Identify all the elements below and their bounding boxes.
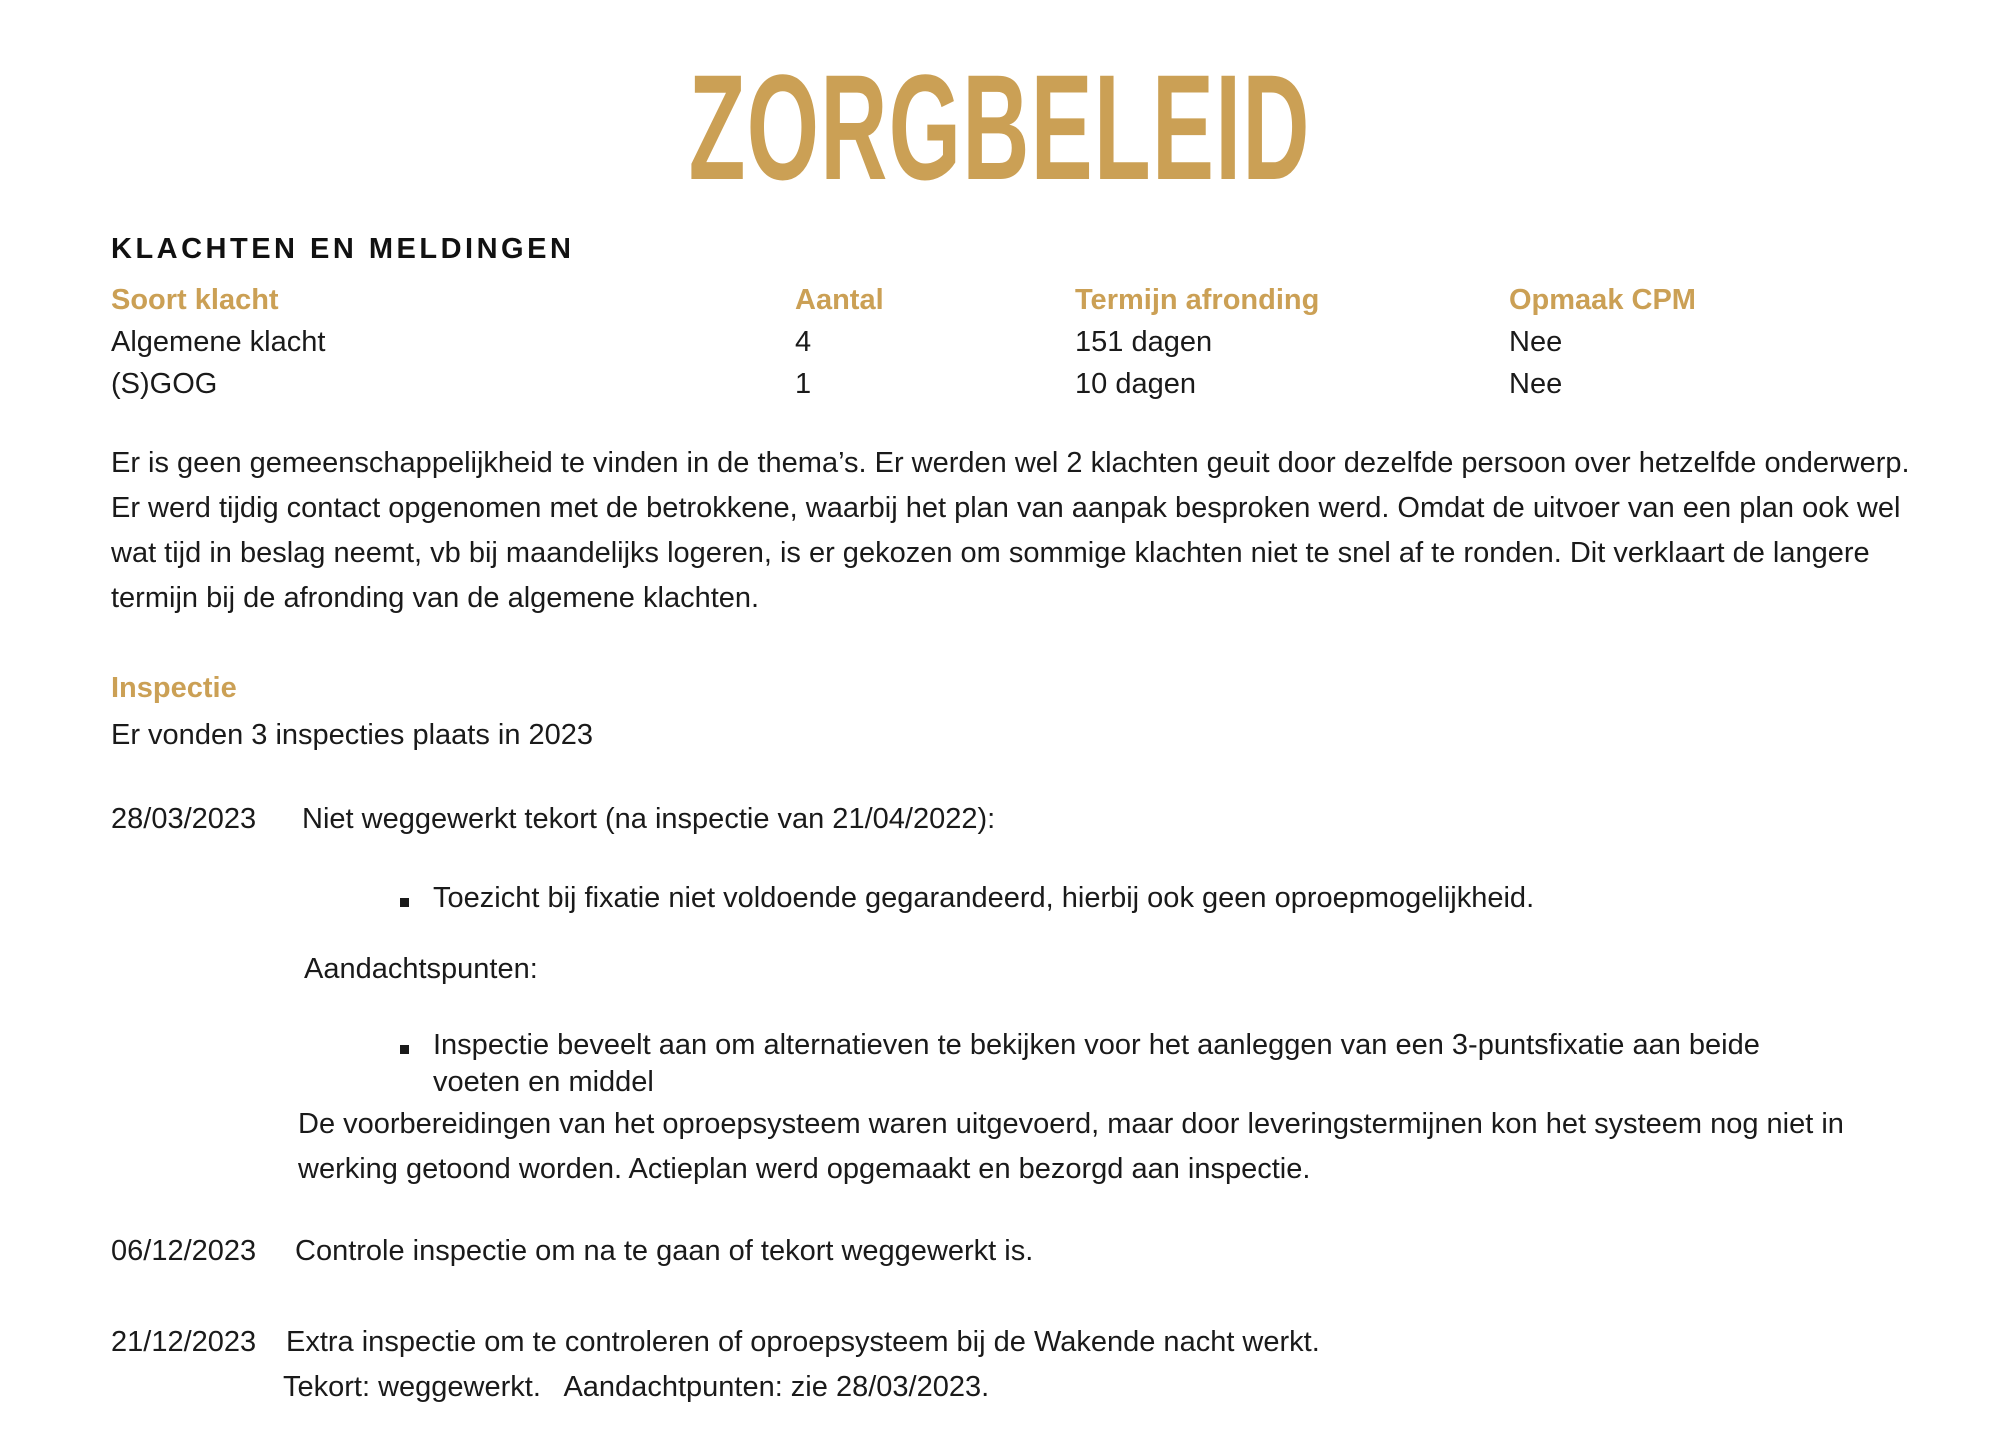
inspection-text: Niet weggewerkt tekort (na inspectie van 21/04/2022):	[302, 803, 996, 835]
bullet-text: Inspectie beveelt aan om alternatieven te bekijken voor het aanleggen van een 3-puntsfixatie aan beide	[433, 1029, 1760, 1061]
bullet-text-continued: voeten en middel	[433, 1066, 654, 1098]
aandacht-label: Aandachtspunten:	[304, 953, 538, 985]
table-header-soort: Soort klacht	[111, 284, 279, 316]
table-header-cpm: Opmaak CPM	[1509, 284, 1696, 316]
followup-paragraph: De voorbereidingen van het oproepsysteem waren uitgevoerd, maar door leveringstermijnen kon het systeem nog niet in werking getoond worden. Actieplan werd opgemaakt en bezorgd aan inspectie.	[298, 1108, 1844, 1185]
inspection-date: 06/12/2023	[111, 1235, 257, 1267]
inspection-conclusion: Tekort: weggewerkt. Aandachtpunten: zie 28/03/2023.	[283, 1371, 990, 1403]
inspection-text: Extra inspectie om te controleren of oproepsysteem bij de Wakende nacht werkt.	[286, 1326, 1320, 1358]
table-cell: 10 dagen	[1075, 368, 1196, 400]
table-header-termijn: Termijn afronding	[1075, 284, 1320, 316]
bullet-marker	[400, 1045, 409, 1054]
table-header-aantal: Aantal	[795, 284, 884, 316]
complaints-table	[111, 280, 1711, 410]
inspection-date: 21/12/2023	[111, 1326, 257, 1358]
inspectie-intro: Er vonden 3 inspecties plaats in 2023	[111, 719, 594, 751]
table-cell: 1	[795, 368, 812, 400]
complaints-paragraph: Er is geen gemeenschappelijkheid te vinden in de thema’s. Er werden wel 2 klachten geuit door dezelfde persoon over hetzelfde onderwerp. Er werd tijdig contact opgenomen met de betrokkene, waarbij het plan van aanpak besproken werd. Omdat de uitvoer van een plan ook wel wat tijd in beslag neemt, vb bij maandelijks logeren, is er gekozen om sommige klachten niet te snel af te ronden. Dit verklaart de langere termijn bij de afronding van de algemene klachten.	[111, 447, 1910, 614]
table-cell: (S)GOG	[111, 368, 218, 400]
section-heading: KLACHTEN EN MELDINGEN	[111, 233, 575, 265]
table-cell: 4	[795, 326, 812, 358]
bullet-marker	[400, 898, 409, 907]
inspectie-heading: Inspectie	[111, 672, 237, 704]
inspection-text: Controle inspectie om na te gaan of tekort weggewerkt is.	[295, 1235, 1034, 1267]
inspection-date: 28/03/2023	[111, 803, 257, 835]
table-cell: Nee	[1509, 326, 1563, 358]
table-cell: Nee	[1509, 368, 1563, 400]
table-cell: 151 dagen	[1075, 326, 1213, 358]
page-title: ZORGBELEID	[688, 43, 1312, 211]
bullet-text: Toezicht bij fixatie niet voldoende gegarandeerd, hierbij ook geen oproepmogelijkheid.	[433, 882, 1535, 914]
table-cell: Algemene klacht	[111, 326, 326, 358]
